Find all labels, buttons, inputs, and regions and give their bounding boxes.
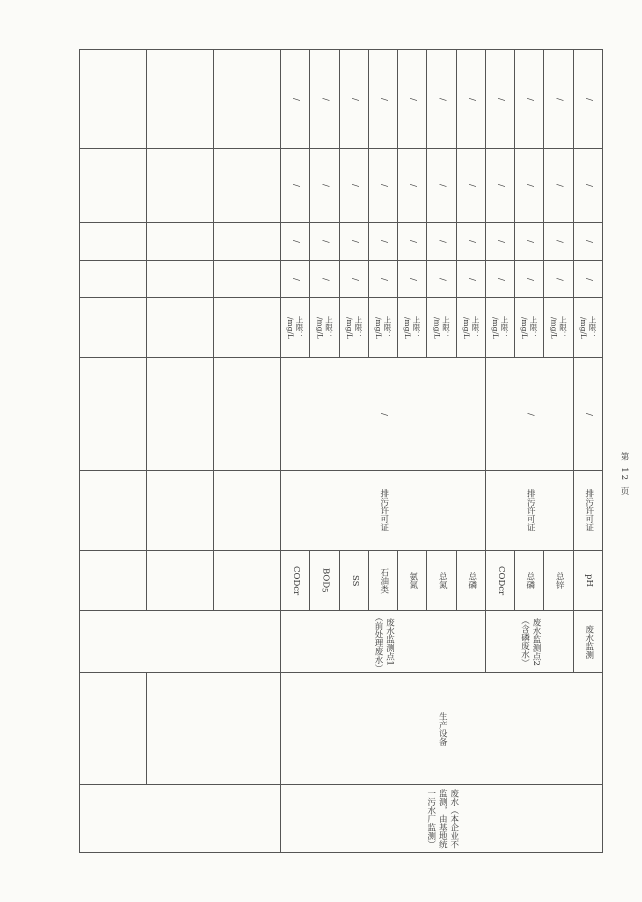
monitor-item-cell: 总氮 [426, 550, 457, 611]
limit-basis-cell: 排污许可证 [573, 470, 603, 551]
analysis-cell: / [514, 49, 544, 149]
instrument-cell [79, 148, 147, 223]
limit-cell: 上限： /mg/L [309, 297, 340, 358]
limit-cell: 上限： /mg/L [485, 297, 515, 358]
analysis-cell: / [543, 49, 574, 149]
limit-basis-cell: 排污许可证 [485, 470, 574, 551]
method-cell [79, 260, 147, 298]
limit-cell: 上限： /mg/L [456, 297, 486, 358]
limit-basis-cell: 排污许可证 [280, 470, 486, 551]
method-cell: / [543, 260, 574, 298]
frequency-cell [213, 222, 281, 261]
limit-cell: 上限： /mg/L [543, 297, 574, 358]
instrument-cell: / [280, 148, 310, 223]
monitor-item-cell: pH [573, 550, 603, 611]
limit-cell [79, 297, 147, 358]
limit-cell: 上限： /mg/L [514, 297, 544, 358]
frequency-cell: / [368, 222, 398, 261]
standard-cell: / [573, 357, 603, 471]
monitor-item-cell: CODcr [280, 550, 310, 611]
method-cell [146, 260, 214, 298]
standard-cell [79, 357, 147, 471]
analysis-method-cell [146, 49, 214, 149]
analysis-cell: / [573, 49, 603, 149]
limit-cell: 上限： /mg/L [397, 297, 427, 358]
instrument-cell: / [309, 148, 340, 223]
method-cell: / [456, 260, 486, 298]
analysis-cell: / [426, 49, 457, 149]
monitor-item-cell: 总锌 [543, 550, 574, 611]
limit-cell: 上限： /mg/L [339, 297, 369, 358]
analysis-cell: / [309, 49, 340, 149]
instrument-cell: / [368, 148, 398, 223]
subscript: 5 [320, 588, 330, 593]
method-cell: / [514, 260, 544, 298]
instrument-cell [213, 148, 281, 223]
instrument-cell: / [426, 148, 457, 223]
limit-cell: 上限： /mg/L [426, 297, 457, 358]
method-cell: / [573, 260, 603, 298]
method-cell: / [368, 260, 398, 298]
monitor-item-cell: 总磷 [456, 550, 486, 611]
analysis-cell: / [339, 49, 369, 149]
frequency-cell: / [485, 222, 515, 261]
frequency-cell: / [397, 222, 427, 261]
method-cell: / [397, 260, 427, 298]
frequency-cell [146, 222, 214, 261]
facility-cell: 生产设备 [280, 672, 603, 785]
frequency-cell: / [426, 222, 457, 261]
standard-cell: / [485, 357, 574, 471]
monitor-point-1: 废水监测点1（前处理废水） [280, 610, 486, 673]
analysis-method-cell [79, 49, 147, 149]
instrument-cell [146, 148, 214, 223]
limit-cell [146, 297, 214, 358]
analysis-cell: / [397, 49, 427, 149]
instrument-cell: / [514, 148, 544, 223]
page-number: 第 12 页 [619, 452, 629, 498]
frequency-cell: / [309, 222, 340, 261]
facility-cell [146, 672, 281, 785]
monitor-item-cell [146, 550, 214, 611]
category-cell [79, 784, 281, 853]
method-cell: / [339, 260, 369, 298]
limit-basis-cell [213, 470, 281, 551]
method-cell: / [309, 260, 340, 298]
limit-cell [213, 297, 281, 358]
category-cell: 废水（本企业不监测，由基地统一污水厂监测） [280, 784, 603, 853]
analysis-method-cell [213, 49, 281, 149]
instrument-cell: / [397, 148, 427, 223]
frequency-cell: / [339, 222, 369, 261]
monitor-item-cell [213, 550, 281, 611]
instrument-cell: / [573, 148, 603, 223]
limit-cell: 上限： /mg/L [280, 297, 310, 358]
method-cell [213, 260, 281, 298]
analysis-cell: / [280, 49, 310, 149]
monitor-item-cell: 氨氮 [397, 550, 427, 611]
frequency-cell: / [514, 222, 544, 261]
monitor-item-cell: BOD 5 [309, 550, 340, 611]
method-cell: / [426, 260, 457, 298]
monitor-item-cell: SS [339, 550, 369, 611]
point-cell [79, 610, 281, 673]
analysis-cell: / [456, 49, 486, 149]
limit-basis-cell [79, 470, 147, 551]
analysis-cell: / [485, 49, 515, 149]
instrument-cell: / [485, 148, 515, 223]
facility-cell [79, 672, 147, 785]
instrument-cell: / [456, 148, 486, 223]
frequency-cell: / [456, 222, 486, 261]
instrument-cell: / [543, 148, 574, 223]
method-cell: / [280, 260, 310, 298]
standard-cell: / [280, 357, 486, 471]
frequency-cell: / [573, 222, 603, 261]
limit-cell: 上限： /mg/L [573, 297, 603, 358]
instrument-cell: / [339, 148, 369, 223]
standard-cell [146, 357, 214, 471]
limit-basis-cell [146, 470, 214, 551]
frequency-cell [79, 222, 147, 261]
frequency-cell: / [543, 222, 574, 261]
monitor-item-cell [79, 550, 147, 611]
limit-cell: 上限： /mg/L [368, 297, 398, 358]
standard-cell [213, 357, 281, 471]
monitor-point-3: 废水监测 [573, 610, 603, 673]
monitor-item-cell: 总磷 [514, 550, 544, 611]
method-cell: / [485, 260, 515, 298]
monitor-item-cell: 石油类 [368, 550, 398, 611]
monitor-item-cell: CODcr [485, 550, 515, 611]
monitor-point-2: 废水监测点2（含磷废水） [485, 610, 574, 673]
frequency-cell: / [280, 222, 310, 261]
analysis-cell: / [368, 49, 398, 149]
